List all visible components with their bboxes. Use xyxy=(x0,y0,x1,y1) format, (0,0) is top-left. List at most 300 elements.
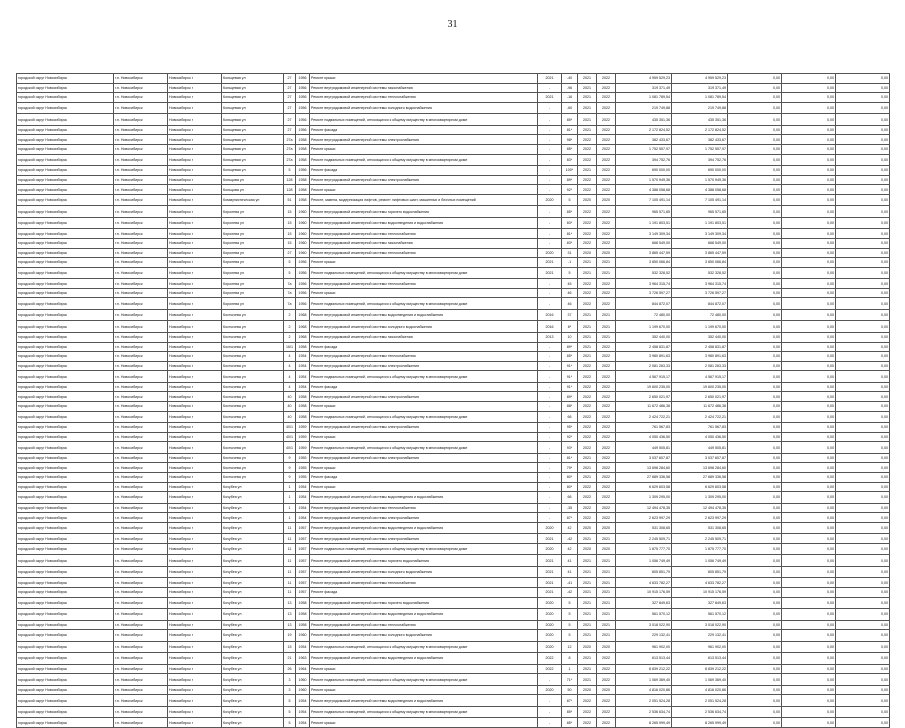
local-budget-cell: 0,00 xyxy=(782,135,836,145)
work-type-cell: Ремонт крыши xyxy=(310,664,538,674)
municipality-cell: городской округ Новосибирск xyxy=(17,135,114,145)
end-year-cell: 2022 xyxy=(597,206,616,218)
regional-budget-cell: 0,00 xyxy=(728,229,782,239)
settlement-cell: г.п. Новосибирск xyxy=(114,114,168,126)
work-type-cell: Ремонт внутридомовой инженерной системы электроснабжения xyxy=(310,423,538,433)
city-cell: Новосибирск г xyxy=(168,432,222,442)
total-cost-cell: 3 964 315,74 xyxy=(616,279,672,289)
local-budget-cell: 0,00 xyxy=(782,513,836,523)
owners-funds-cell: 0,00 xyxy=(836,185,890,195)
fund-cost-cell: 761 567,83 xyxy=(672,423,728,433)
street-cell: Кочубея ул xyxy=(222,695,284,707)
planned-year-cell: - xyxy=(538,371,562,383)
end-year-cell: 2022 xyxy=(597,185,616,195)
municipality-cell: городской округ Новосибирск xyxy=(17,102,114,114)
settlement-cell: г.п. Новосибирск xyxy=(114,555,168,567)
fund-cost-cell: 27 689 336,58 xyxy=(672,472,728,482)
municipality-cell: городской округ Новосибирск xyxy=(17,144,114,154)
start-year-cell: 2020 xyxy=(578,641,597,653)
regional-budget-cell: 0,00 xyxy=(728,492,782,504)
end-year-cell: 2022 xyxy=(597,513,616,523)
house-number-cell: 13 xyxy=(284,609,296,621)
house-number-cell: 11 xyxy=(284,555,296,567)
owners-funds-cell: 0,00 xyxy=(836,74,890,84)
end-year-cell: 2021 xyxy=(597,321,616,333)
local-budget-cell: 0,00 xyxy=(782,74,836,84)
fund-cost-cell: 2 623 997,29 xyxy=(672,513,728,523)
municipality-cell: городской округ Новосибирск xyxy=(17,411,114,423)
table-row xyxy=(17,620,890,630)
total-cost-cell: 761 567,83 xyxy=(616,423,672,433)
start-year-cell: 2022 xyxy=(578,206,597,218)
owners-funds-cell: 0,00 xyxy=(836,309,890,321)
wear-cell: 92* xyxy=(562,432,578,442)
table-row xyxy=(17,472,890,482)
total-cost-cell: 4 050 436,50 xyxy=(616,432,672,442)
start-year-cell: 2022 xyxy=(578,154,597,166)
local-budget-cell: 0,00 xyxy=(782,102,836,114)
work-type-cell: Ремонт подвальных помещений, относящихся к общему имуществу в многоквартирном доме xyxy=(310,411,538,423)
planned-year-cell: 2020 xyxy=(538,641,562,653)
street-cell: Королева ул xyxy=(222,279,284,289)
year-built-cell: 1956 xyxy=(296,267,310,279)
year-built-cell: 1957 xyxy=(296,566,310,578)
planned-year-cell: 2021 xyxy=(538,578,562,588)
house-number-cell: 3 xyxy=(284,674,296,686)
year-built-cell: 1955 xyxy=(296,453,310,463)
house-number-cell: 9 xyxy=(284,472,296,482)
local-budget-cell: 0,00 xyxy=(782,352,836,362)
table-row xyxy=(17,114,890,126)
year-built-cell: 1956 xyxy=(296,74,310,84)
year-built-cell: 1959 xyxy=(296,432,310,442)
fund-cost-cell: 4 388 058,68 xyxy=(672,185,728,195)
total-cost-cell: 4 567 915,17 xyxy=(616,371,672,383)
owners-funds-cell: 0,00 xyxy=(836,674,890,686)
municipality-cell: городской округ Новосибирск xyxy=(17,279,114,289)
work-type-cell: Ремонт крыши xyxy=(310,685,538,695)
regional-budget-cell: 0,00 xyxy=(728,392,782,402)
table-row xyxy=(17,352,890,362)
regional-budget-cell: 0,00 xyxy=(728,597,782,609)
work-type-cell: Ремонт внутридомовой инженерной системы холодного водоснабжения xyxy=(310,566,538,578)
work-type-cell: Ремонт внутридомовой инженерной системы холодного водоснабжения xyxy=(310,102,538,114)
total-cost-cell: 1 752 557,97 xyxy=(616,144,672,154)
start-year-cell: 2022 xyxy=(578,695,597,707)
municipality-cell: городской округ Новосибирск xyxy=(17,463,114,473)
local-budget-cell: 0,00 xyxy=(782,664,836,674)
house-number-cell: 13 xyxy=(284,620,296,630)
house-number-cell: 11 xyxy=(284,522,296,534)
street-cell: Кочубея ул xyxy=(222,685,284,695)
wear-cell: 5 xyxy=(562,630,578,642)
work-type-cell: Ремонт подвальных помещений, относящихся к общему имуществу в многоквартирном доме xyxy=(310,543,538,555)
city-cell: Новосибирск г xyxy=(168,135,222,145)
wear-cell: 46 xyxy=(562,298,578,310)
regional-budget-cell: 0,00 xyxy=(728,102,782,114)
municipality-cell: городской округ Новосибирск xyxy=(17,588,114,598)
total-cost-cell: 2 081 263,33 xyxy=(616,361,672,371)
fund-cost-cell: 3 850 066,84 xyxy=(672,258,728,268)
owners-funds-cell: 0,00 xyxy=(836,298,890,310)
fund-cost-cell: 532 328,52 xyxy=(672,267,728,279)
wear-cell: 92* xyxy=(562,185,578,195)
planned-year-cell: - xyxy=(538,513,562,523)
work-type-cell: Ремонт внутридомовой инженерной системы теплоснабжения xyxy=(310,620,538,630)
year-built-cell: 1957 xyxy=(296,543,310,555)
fund-cost-cell: 1 875 777,70 xyxy=(672,543,728,555)
wear-cell: 100* xyxy=(562,166,578,176)
street-cell: Кольцова ул xyxy=(222,185,284,195)
planned-year-cell: 2020 xyxy=(538,194,562,206)
start-year-cell: 2022 xyxy=(578,392,597,402)
end-year-cell: 2022 xyxy=(597,93,616,103)
regional-budget-cell: 0,00 xyxy=(728,472,782,482)
owners-funds-cell: 0,00 xyxy=(836,352,890,362)
end-year-cell: 2022 xyxy=(597,342,616,352)
planned-year-cell: - xyxy=(538,238,562,248)
street-cell: Кочубея ул xyxy=(222,513,284,523)
settlement-cell: г.п. Новосибирск xyxy=(114,74,168,84)
total-cost-cell: 690 000,00 xyxy=(616,166,672,176)
start-year-cell: 2021 xyxy=(578,664,597,674)
local-budget-cell: 0,00 xyxy=(782,411,836,423)
settlement-cell: г.п. Новосибирск xyxy=(114,217,168,229)
fund-cost-cell: 1 570 949,36 xyxy=(672,175,728,185)
end-year-cell: 2022 xyxy=(597,371,616,383)
total-cost-cell: 4 816 020,86 xyxy=(616,685,672,695)
total-cost-cell: 613 513,44 xyxy=(616,653,672,665)
end-year-cell: 2022 xyxy=(597,361,616,371)
local-budget-cell: 0,00 xyxy=(782,382,836,392)
fund-cost-cell: 435 351,36 xyxy=(672,114,728,126)
street-cell: Кочубея ул xyxy=(222,597,284,609)
municipality-cell: городской округ Новосибирск xyxy=(17,371,114,383)
street-cell: Костычева ул xyxy=(222,472,284,482)
owners-funds-cell: 0,00 xyxy=(836,620,890,630)
total-cost-cell: 1 570 949,36 xyxy=(616,175,672,185)
planned-year-cell: 2021 xyxy=(538,566,562,578)
year-built-cell: 1954 xyxy=(296,513,310,523)
year-built-cell: 1958 xyxy=(296,392,310,402)
fund-cost-cell: 6 629 603,58 xyxy=(672,482,728,492)
work-type-cell: Ремонт внутридомовой инженерной системы горячего водоснабжения xyxy=(310,555,538,567)
city-cell: Новосибирск г xyxy=(168,566,222,578)
start-year-cell: 2021 xyxy=(578,620,597,630)
city-cell: Новосибирск г xyxy=(168,267,222,279)
regional-budget-cell: 0,00 xyxy=(728,522,782,534)
local-budget-cell: 0,00 xyxy=(782,695,836,707)
fund-cost-cell: 1 309 295,00 xyxy=(672,492,728,504)
year-built-cell: 1955 xyxy=(296,463,310,473)
municipality-cell: городской округ Новосибирск xyxy=(17,267,114,279)
year-built-cell: 1956 xyxy=(296,298,310,310)
city-cell: Новосибирск г xyxy=(168,321,222,333)
total-cost-cell: 1 056 749,49 xyxy=(616,555,672,567)
municipality-cell: городской округ Новосибирск xyxy=(17,194,114,206)
house-number-cell: 13 xyxy=(284,597,296,609)
start-year-cell: 2021 xyxy=(578,653,597,665)
table-row xyxy=(17,217,890,229)
wear-cell: 88* xyxy=(562,401,578,411)
owners-funds-cell: 0,00 xyxy=(836,401,890,411)
city-cell: Новосибирск г xyxy=(168,114,222,126)
year-built-cell: 1958 xyxy=(296,342,310,352)
regional-budget-cell: 0,00 xyxy=(728,298,782,310)
total-cost-cell: 805 851,79 xyxy=(616,566,672,578)
city-cell: Новосибирск г xyxy=(168,492,222,504)
owners-funds-cell: 0,00 xyxy=(836,258,890,268)
city-cell: Новосибирск г xyxy=(168,630,222,642)
end-year-cell: 2021 xyxy=(597,609,616,621)
end-year-cell: 2022 xyxy=(597,229,616,239)
planned-year-cell: - xyxy=(538,288,562,298)
wear-cell: 12 xyxy=(562,641,578,653)
start-year-cell: 2022 xyxy=(578,238,597,248)
fund-cost-cell: 219 749,88 xyxy=(672,102,728,114)
work-type-cell: Ремонт фасада xyxy=(310,125,538,135)
total-cost-cell: 319 371,49 xyxy=(616,83,672,93)
start-year-cell: 2021 xyxy=(578,566,597,578)
street-cell: Кочубея ул xyxy=(222,566,284,578)
end-year-cell: 2022 xyxy=(597,102,616,114)
table-row xyxy=(17,229,890,239)
owners-funds-cell: 0,00 xyxy=(836,718,890,728)
local-budget-cell: 0,00 xyxy=(782,267,836,279)
table-row xyxy=(17,630,890,642)
owners-funds-cell: 0,00 xyxy=(836,238,890,248)
municipality-cell: городской округ Новосибирск xyxy=(17,503,114,513)
wear-cell: 87* xyxy=(562,513,578,523)
street-cell: Костычева ул xyxy=(222,401,284,411)
planned-year-cell: - xyxy=(538,453,562,463)
planned-year-cell: - xyxy=(538,206,562,218)
regional-budget-cell: 0,00 xyxy=(728,630,782,642)
street-cell: Костычева ул xyxy=(222,342,284,352)
total-cost-cell: 2 172 824,52 xyxy=(616,125,672,135)
wear-cell: 85* xyxy=(562,114,578,126)
owners-funds-cell: 0,00 xyxy=(836,267,890,279)
fund-cost-cell: 1 056 749,49 xyxy=(672,555,728,567)
owners-funds-cell: 0,00 xyxy=(836,248,890,258)
city-cell: Новосибирск г xyxy=(168,534,222,544)
owners-funds-cell: 0,00 xyxy=(836,653,890,665)
end-year-cell: 2022 xyxy=(597,664,616,674)
table-row xyxy=(17,503,890,513)
start-year-cell: 2022 xyxy=(578,135,597,145)
total-cost-cell: 10 915 176,59 xyxy=(616,588,672,598)
municipality-cell: городской округ Новосибирск xyxy=(17,206,114,218)
house-number-cell: 128 xyxy=(284,175,296,185)
city-cell: Новосибирск г xyxy=(168,555,222,567)
municipality-cell: городской округ Новосибирск xyxy=(17,685,114,695)
owners-funds-cell: 0,00 xyxy=(836,229,890,239)
work-type-cell: Ремонт внутридомовой инженерной системы электроснабжения xyxy=(310,175,538,185)
planned-year-cell: - xyxy=(538,492,562,504)
local-budget-cell: 0,00 xyxy=(782,630,836,642)
table-row xyxy=(17,522,890,534)
work-type-cell: Ремонт крыши xyxy=(310,288,538,298)
municipality-cell: городской округ Новосибирск xyxy=(17,630,114,642)
work-type-cell: Ремонт крыши xyxy=(310,432,538,442)
planned-year-cell: - xyxy=(538,442,562,454)
year-built-cell: 1957 xyxy=(296,588,310,598)
total-cost-cell: 1 081 789,54 xyxy=(616,93,672,103)
settlement-cell: г.п. Новосибирск xyxy=(114,706,168,718)
fund-cost-cell: 1 069 369,40 xyxy=(672,674,728,686)
settlement-cell: г.п. Новосибирск xyxy=(114,206,168,218)
planned-year-cell: - xyxy=(538,674,562,686)
city-cell: Новосибирск г xyxy=(168,352,222,362)
work-type-cell: Ремонт внутридомовой инженерной системы электроснабжения xyxy=(310,453,538,463)
wear-cell: 91* xyxy=(562,382,578,392)
year-built-cell: 1958 xyxy=(296,620,310,630)
total-cost-cell: 3 980 891,63 xyxy=(616,352,672,362)
settlement-cell: г.п. Новосибирск xyxy=(114,453,168,463)
owners-funds-cell: 0,00 xyxy=(836,503,890,513)
regional-budget-cell: 0,00 xyxy=(728,361,782,371)
table-row xyxy=(17,144,890,154)
settlement-cell: г.п. Новосибирск xyxy=(114,288,168,298)
start-year-cell: 2021 xyxy=(578,630,597,642)
total-cost-cell: 8 839 212,22 xyxy=(616,664,672,674)
street-cell: Костычева ул xyxy=(222,332,284,342)
fund-cost-cell: 4 050 436,50 xyxy=(672,432,728,442)
owners-funds-cell: 0,00 xyxy=(836,144,890,154)
planned-year-cell: - xyxy=(538,144,562,154)
fund-cost-cell: 19 600 235,00 xyxy=(672,382,728,392)
table-row xyxy=(17,248,890,258)
year-built-cell: 1959 xyxy=(296,423,310,433)
total-cost-cell: 352 440,00 xyxy=(616,332,672,342)
start-year-cell: 2022 xyxy=(578,185,597,195)
end-year-cell: 2020 xyxy=(597,194,616,206)
wear-cell: -96 xyxy=(562,83,578,93)
work-type-cell: Ремонт крыши xyxy=(310,718,538,728)
start-year-cell: 2022 xyxy=(578,144,597,154)
city-cell: Новосибирск г xyxy=(168,361,222,371)
table-row xyxy=(17,371,890,383)
city-cell: Новосибирск г xyxy=(168,423,222,433)
fund-cost-cell: 352 440,00 xyxy=(672,332,728,342)
work-type-cell: Ремонт внутридомовой инженерной системы теплоснабжения xyxy=(310,93,538,103)
owners-funds-cell: 0,00 xyxy=(836,332,890,342)
year-built-cell: 1954 xyxy=(296,641,310,653)
street-cell: Кочубея ул xyxy=(222,609,284,621)
city-cell: Новосибирск г xyxy=(168,185,222,195)
year-built-cell: 1960 xyxy=(296,685,310,695)
work-type-cell: Ремонт внутридомовой инженерной системы водоотведения и водоснабжения xyxy=(310,609,538,621)
local-budget-cell: 0,00 xyxy=(782,229,836,239)
table-row xyxy=(17,706,890,718)
regional-budget-cell: 0,00 xyxy=(728,194,782,206)
settlement-cell: г.п. Новосибирск xyxy=(114,411,168,423)
settlement-cell: г.п. Новосибирск xyxy=(114,321,168,333)
planned-year-cell: - xyxy=(538,411,562,423)
settlement-cell: г.п. Новосибирск xyxy=(114,392,168,402)
municipality-cell: городской округ Новосибирск xyxy=(17,392,114,402)
house-number-cell: 15 xyxy=(284,206,296,218)
owners-funds-cell: 0,00 xyxy=(836,609,890,621)
street-cell: Кочубея ул xyxy=(222,503,284,513)
local-budget-cell: 0,00 xyxy=(782,503,836,513)
start-year-cell: 2021 xyxy=(578,258,597,268)
year-built-cell: 1958 xyxy=(296,411,310,423)
municipality-cell: городской округ Новосибирск xyxy=(17,472,114,482)
city-cell: Новосибирск г xyxy=(168,695,222,707)
table-row xyxy=(17,685,890,695)
regional-budget-cell: 0,00 xyxy=(728,114,782,126)
settlement-cell: г.п. Новосибирск xyxy=(114,238,168,248)
table-row xyxy=(17,102,890,114)
year-built-cell: 1958 xyxy=(296,144,310,154)
municipality-cell: городской округ Новосибирск xyxy=(17,492,114,504)
end-year-cell: 2020 xyxy=(597,641,616,653)
total-cost-cell: 2 536 634,74 xyxy=(616,706,672,718)
wear-cell: 5 xyxy=(562,267,578,279)
planned-year-cell: 2020 xyxy=(538,685,562,695)
local-budget-cell: 0,00 xyxy=(782,342,836,352)
city-cell: Новосибирск г xyxy=(168,442,222,454)
city-cell: Новосибирск г xyxy=(168,125,222,135)
house-number-cell: 11 xyxy=(284,578,296,588)
city-cell: Новосибирск г xyxy=(168,93,222,103)
municipality-cell: городской округ Новосибирск xyxy=(17,229,114,239)
fund-cost-cell: 961 902,00 xyxy=(672,641,728,653)
work-type-cell: Ремонт внутридомовой инженерной системы водоотведения и водоснабжения xyxy=(310,492,538,504)
work-type-cell: Ремонт подвальных помещений, относящихся к общему имуществу в многоквартирном доме xyxy=(310,267,538,279)
street-cell: Кочубея ул xyxy=(222,718,284,728)
year-built-cell: 1958 xyxy=(296,401,310,411)
planned-year-cell: - xyxy=(538,279,562,289)
end-year-cell: 2022 xyxy=(597,442,616,454)
end-year-cell: 2022 xyxy=(597,352,616,362)
wear-cell: -40 xyxy=(562,74,578,84)
local-budget-cell: 0,00 xyxy=(782,217,836,229)
street-cell: Кочубея ул xyxy=(222,555,284,567)
work-type-cell: Ремонт подвальных помещений, относящихся к общему имуществу в многоквартирном доме xyxy=(310,442,538,454)
wear-cell: -16 xyxy=(562,93,578,103)
settlement-cell: г.п. Новосибирск xyxy=(114,630,168,642)
start-year-cell: 2022 xyxy=(578,175,597,185)
table-row xyxy=(17,125,890,135)
house-number-cell: 40 xyxy=(284,401,296,411)
total-cost-cell: 561 570,12 xyxy=(616,609,672,621)
year-built-cell: 1956 xyxy=(296,125,310,135)
table-row xyxy=(17,332,890,342)
year-built-cell: 1958 xyxy=(296,597,310,609)
city-cell: Новосибирск г xyxy=(168,166,222,176)
local-budget-cell: 0,00 xyxy=(782,463,836,473)
owners-funds-cell: 0,00 xyxy=(836,513,890,523)
city-cell: Новосибирск г xyxy=(168,342,222,352)
work-type-cell: Ремонт внутридомовой инженерной системы теплоснабжения xyxy=(310,279,538,289)
wear-cell: 95* xyxy=(562,423,578,433)
city-cell: Новосибирск г xyxy=(168,382,222,392)
settlement-cell: г.п. Новосибирск xyxy=(114,597,168,609)
start-year-cell: 2021 xyxy=(578,453,597,463)
table-row xyxy=(17,288,890,298)
city-cell: Новосибирск г xyxy=(168,83,222,93)
house-number-cell: 15 xyxy=(284,238,296,248)
street-cell: Кочубея ул xyxy=(222,534,284,544)
work-type-cell: Ремонт крыши xyxy=(310,74,538,84)
settlement-cell: г.п. Новосибирск xyxy=(114,588,168,598)
fund-cost-cell: 319 371,49 xyxy=(672,83,728,93)
house-number-cell: 15 xyxy=(284,217,296,229)
house-number-cell: 40 xyxy=(284,411,296,423)
house-number-cell: 7а xyxy=(284,279,296,289)
